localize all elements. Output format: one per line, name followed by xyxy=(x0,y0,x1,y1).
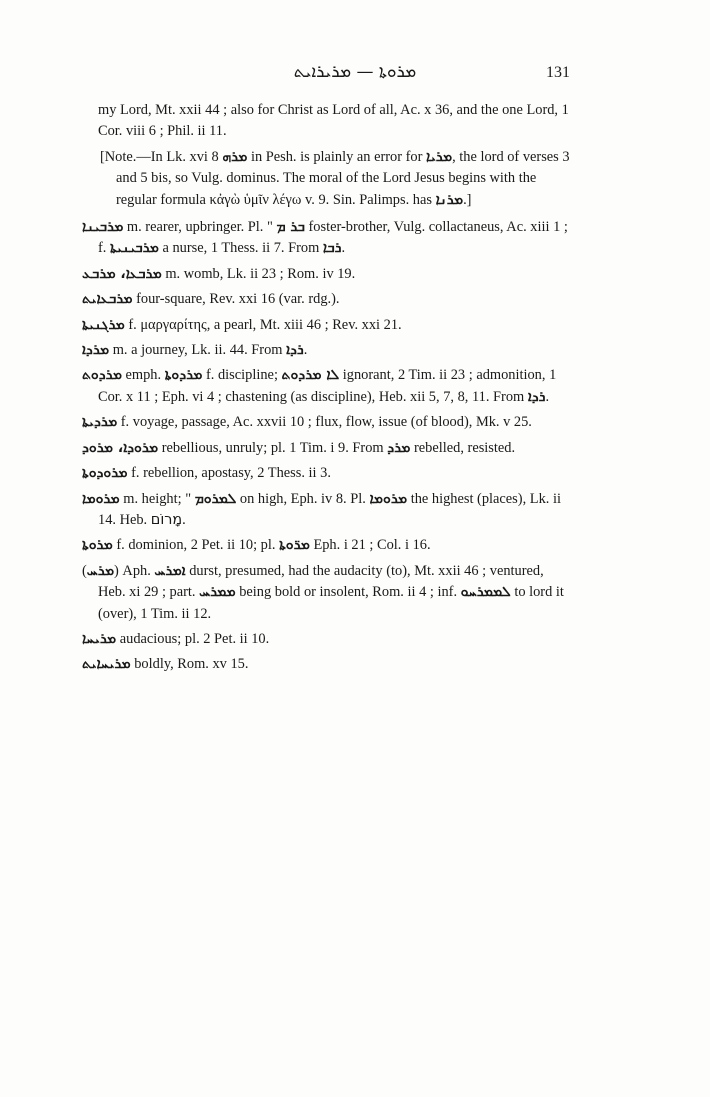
syriac-word: ܪܕܐ xyxy=(527,388,546,405)
entry-text: on high, Eph. iv 8. Pl. xyxy=(236,490,370,507)
entry-text: to lord it (over), 1 Tim. ii 12. xyxy=(98,584,564,622)
headword: ܡܪܘܬܐ xyxy=(82,537,113,554)
syriac-word: ܡܪܕ xyxy=(387,439,411,456)
entry-text: . xyxy=(182,511,186,528)
headword: ܡܪܘܕܐ، ܡܪܘܕ xyxy=(82,439,159,456)
headword: ܡܪܝܚܐ xyxy=(82,630,117,647)
syriac-word: ܡܪܕܘܬܐ xyxy=(164,367,203,384)
entry xyxy=(82,412,572,433)
syriac-word: ܠܐ ܡܪܕܘܬ xyxy=(281,367,340,384)
syriac-word: ܐܡܪܚ xyxy=(154,562,186,579)
entry xyxy=(82,535,572,556)
note-text: [Note.—In Lk. xvi 8 xyxy=(100,148,223,165)
syriac-word: ܠܡܡܪܚܘ xyxy=(460,584,511,601)
entry xyxy=(82,315,572,336)
entry-text: four-square, Rev. xxi 16 (var. rdg.). xyxy=(132,291,340,308)
entry-text: m. height; " xyxy=(119,490,195,507)
entry xyxy=(82,340,572,361)
headword: ܡܪܓܢܝܬܐ xyxy=(82,316,125,333)
page-number: 131 xyxy=(546,64,570,81)
syriac-word: ܡܪܗ xyxy=(222,148,248,165)
running-head-title: ܡܪܘܬܐ — ܡܪܝܪܐܝܬ xyxy=(293,62,417,82)
note-text: , the lord of verses 3 and 5 bis, so Vulg. dominus. The moral of the Lord Jesus begins with the regular formula κἀγὼ ὑμῖν λέγω v. 9. Sin. Palimps. has xyxy=(116,148,570,208)
entry-text: f. rebellion, apostasy, 2 Thess. ii 3. xyxy=(127,465,331,482)
headword: ܡܪܒܝܢܐ xyxy=(82,219,124,236)
note-text: .] xyxy=(463,191,472,208)
entry-text: Eph. i 21 ; Col. i 16. xyxy=(309,537,431,554)
entry xyxy=(82,264,572,285)
syriac-word: ܪܕܐ xyxy=(286,342,304,359)
syriac-word: ܒܪ ܡ xyxy=(276,219,305,236)
entry-text: boldly, Rom. xv 15. xyxy=(130,656,249,673)
entry xyxy=(82,561,572,625)
entry-text: a nurse, 1 Thess. ii 7. From xyxy=(158,240,323,257)
entry-text: m. rearer, upbringer. Pl. " xyxy=(123,219,277,236)
entry-text: f. discipline; xyxy=(202,367,282,384)
entry-text: m. a journey, Lk. ii. 44. From xyxy=(109,342,287,359)
entry-text: f. dominion, 2 Pet. ii 10; pl. xyxy=(112,537,280,554)
headword: ܡܪܕܘܬ xyxy=(82,367,122,384)
continuation-text: my Lord, Mt. xxii 44 ; also for Christ as Lord of all, Ac. x 36, and the one Lord, 1 Cor. viii 6 ; Phil. ii 11. xyxy=(98,102,569,140)
syriac-word: ܠܡܪܘܡ xyxy=(194,490,237,507)
entry-text: durst, presumed, had the audacity (to), Mt. xxii 46 ; ventured, Heb. xi 29 ; part. xyxy=(98,562,544,601)
entry-text: . xyxy=(341,240,346,257)
headword: ܡܪܘܕܘܬܐ xyxy=(82,465,128,482)
syriac-word: ܪܒܐ xyxy=(322,240,342,257)
syriac-word: ܡܪܢܐ xyxy=(435,191,464,208)
entry-continuation xyxy=(82,100,572,143)
entry-text: foster-brother, Vulg. collactaneus, Ac. xiii 1 ; f. xyxy=(98,219,568,257)
entry-text: rebelled, resisted. xyxy=(410,439,516,456)
entry-text: . xyxy=(303,342,308,359)
syriac-word: ܡܪܝܐ xyxy=(426,148,453,165)
headword: ܡܪܕܝܬܐ xyxy=(82,414,118,431)
syriac-word: ܡܪܒܝܢܝܬܐ xyxy=(110,240,159,257)
entry xyxy=(82,629,572,650)
headword: ܡܪܝܚܐܝܬ xyxy=(82,656,131,673)
headword: ܡܪܚ xyxy=(86,562,115,579)
entry xyxy=(82,463,572,484)
headword: ܡܪܘܡܐ xyxy=(82,490,120,507)
note xyxy=(82,147,572,211)
entry xyxy=(82,289,572,310)
entry-text: ( xyxy=(82,562,87,579)
entry xyxy=(82,217,572,260)
dictionary-body xyxy=(82,100,572,680)
syriac-word: ܡܪ̈ܘܬܐ xyxy=(279,537,310,554)
entry-text: f. voyage, passage, Ac. xxvii 10 ; flux, flow, issue (of blood), Mk. v 25. xyxy=(117,414,532,431)
entry-text: ) Aph. xyxy=(114,562,155,579)
syriac-word: ܡܪܘܡܐ xyxy=(369,490,408,507)
entry xyxy=(82,365,572,408)
headword: ܡܪܕܐ xyxy=(82,342,110,359)
entry-text: f. μαργαρίτης, a pearl, Mt. xiii 46 ; Rev. xxi 21. xyxy=(124,316,402,333)
note-text: in Pesh. is plainly an error for xyxy=(247,148,427,165)
headword: ܡܪܒܥܐܝܬ xyxy=(82,291,133,308)
entry xyxy=(82,489,572,532)
entry-text: rebellious, unruly; pl. 1 Tim. i 9. From xyxy=(158,439,388,456)
entry xyxy=(82,438,572,459)
syriac-word: ܡܡܪܚ xyxy=(199,584,236,601)
entry-text: being bold or insolent, Rom. ii 4 ; inf. xyxy=(235,584,461,601)
entry-text: m. womb, Lk. ii 23 ; Rom. iv 19. xyxy=(161,265,356,282)
entry-text: ignorant, 2 Tim. ii 23 ; admonition, 1 Cor. x 11 ; Eph. vi 4 ; chastening (as discipline), Heb. xii 5, 7, 8, 11. From xyxy=(98,367,557,405)
running-head xyxy=(0,62,710,86)
headword: ܡܪܒܥܐ، ܡܪܒܥ xyxy=(82,265,162,282)
entry-text: emph. xyxy=(121,367,165,384)
entry-text: the highest (places), Lk. ii 14. Heb. xyxy=(98,490,561,528)
entry-text: . xyxy=(545,388,550,405)
entry-text: audacious; pl. 2 Pet. ii 10. xyxy=(116,630,270,647)
entry xyxy=(82,654,572,675)
hebrew-word: מָרוֹם xyxy=(150,511,183,528)
